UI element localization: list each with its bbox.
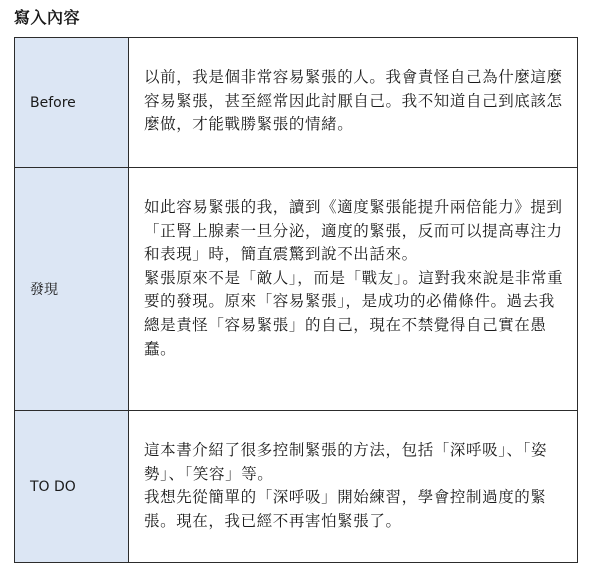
row-paragraph: 緊張原來不是「敵人」，而是「戰友」。這對我來說是非常重要的發現。原來「容易緊張」，是成功的必備條件。過去我總是責怪「容易緊張」的自己，現在不禁覺得自己實在愚蠢。: [144, 268, 564, 358]
row-label-discovery: 發現: [15, 168, 129, 411]
row-paragraph: 我想先從簡單的「深呼吸」開始練習，學會控制過度的緊張。現在，我已經不再害怕緊張了。: [144, 488, 547, 530]
row-content-discovery: [129, 168, 577, 411]
row-paragraph: 如此容易緊張的我，讀到《適度緊張能提升兩倍能力》提到「正腎上腺素一旦分泌，適度的緊張，反而可以提高專注力和表現」時，簡直震驚到說不出話來。: [144, 198, 563, 264]
row-content-todo: [129, 411, 577, 562]
writing-table: [14, 37, 578, 563]
row-label-before: Before: [15, 38, 129, 168]
row-paragraph: 以前，我是個非常容易緊張的人。我會責怪自己為什麼這麼容易緊張，甚至經常因此討厭自己。我不知道自己到底該怎麼做，才能戰勝緊張的情緒。: [144, 68, 563, 134]
row-content-before: [129, 38, 577, 168]
row-paragraph: 這本書介紹了很多控制緊張的方法，包括「深呼吸」、「姿勢」、「笑容」等。: [144, 441, 548, 483]
page-title: 寫入內容: [14, 8, 81, 27]
row-label-todo: TO DO: [15, 411, 129, 562]
